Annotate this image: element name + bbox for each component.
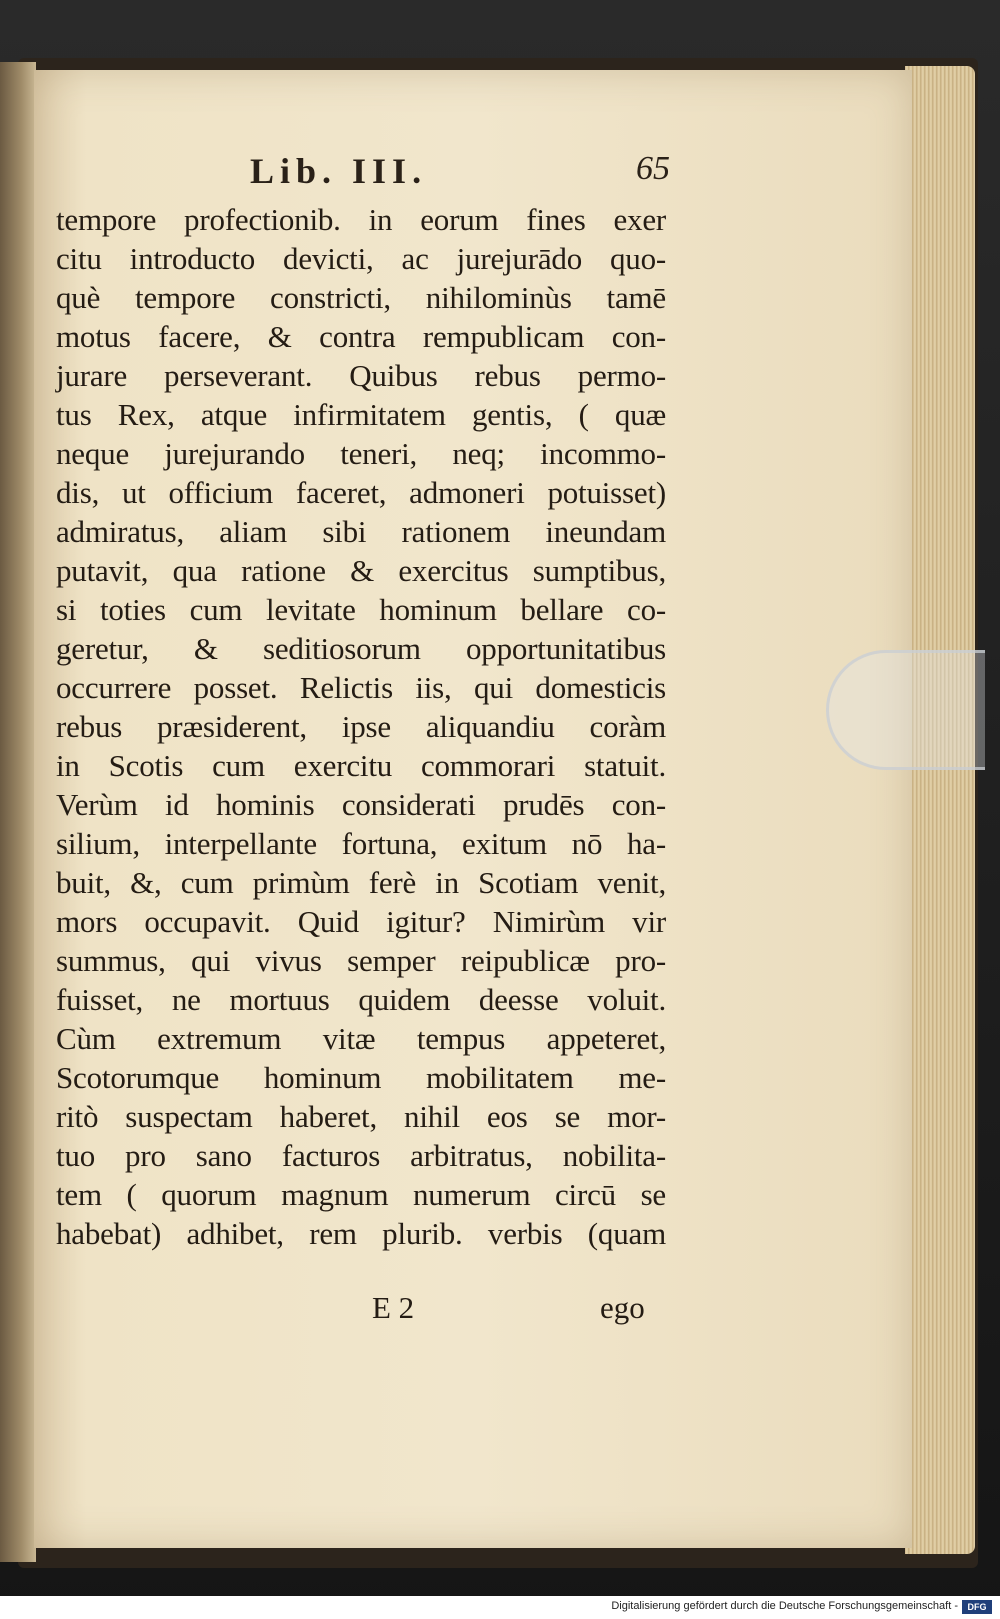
digitization-credit: Digitalisierung gefördert durch die Deutsche Forschungsgemeinschaft - [611,1600,958,1612]
page-number: 65 [636,150,670,187]
page-fore-edge [905,66,975,1554]
text-line: motus facere, & contra rempublicam con- [56,319,666,354]
dfg-logo: DFG [962,1600,992,1614]
text-line: neque jurejurando teneri, neq; incommo- [56,436,666,471]
text-line: tuo pro sano facturos arbitratus, nobilita- [56,1138,666,1173]
text-line: citu introducto devicti, ac jurejurādo quo- [56,241,666,276]
text-line: admiratus, aliam sibi rationem ineundam [56,514,666,549]
text-line: ritò suspectam haberet, nihil eos se mor- [56,1099,666,1134]
text-line: Scotorumque hominum mobilitatem me- [56,1060,666,1095]
text-line: dis, ut officium faceret, admoneri potuisset) [56,475,666,510]
text-line: si toties cum levitate hominum bellare co- [56,592,666,627]
text-line: fuisset, ne mortuus quidem deesse voluit. [56,982,666,1017]
text-line: summus, qui vivus semper reipublicæ pro- [56,943,666,978]
text-line: mors occupavit. Quid igitur? Nimirùm vir [56,904,666,939]
signature-mark: E 2 [372,1290,415,1325]
text-line: occurrere posset. Relictis iis, qui domesticis [56,670,666,705]
text-line: tempore profectionib. in eorum fines exer [56,202,666,237]
text-line: Verùm id hominis considerati prudēs con- [56,787,666,822]
text-line: habebat) adhibet, rem plurib. verbis (quam [56,1216,666,1251]
text-line: tem ( quorum magnum numerum circū se [56,1177,666,1212]
text-line: què tempore constricti, nihilominùs tamē [56,280,666,315]
running-title: Lib. III. [250,151,428,191]
text-line: tus Rex, atque infirmitatem gentis, ( quæ [56,397,666,432]
text-line: jurare perseverant. Quibus rebus permo- [56,358,666,393]
text-line: silium, interpellante fortuna, exitum nō ha- [56,826,666,861]
text-line: putavit, qua ratione & exercitus sumptibus, [56,553,666,588]
text-line: buit, &, cum primùm ferè in Scotiam venit, [56,865,666,900]
binding-gutter [0,62,36,1562]
text-line: in Scotis cum exercitu commorari statuit. [56,748,666,783]
page-header [250,150,670,192]
catchword: ego [600,1290,645,1325]
text-line: geretur, & seditiosorum opportunitatibus [56,631,666,666]
page-clip [826,650,985,770]
text-line: Cùm extremum vitæ tempus appeteret, [56,1021,666,1056]
text-line: rebus præsiderent, ipse aliquandiu coràm [56,709,666,744]
body-text [56,200,666,1253]
